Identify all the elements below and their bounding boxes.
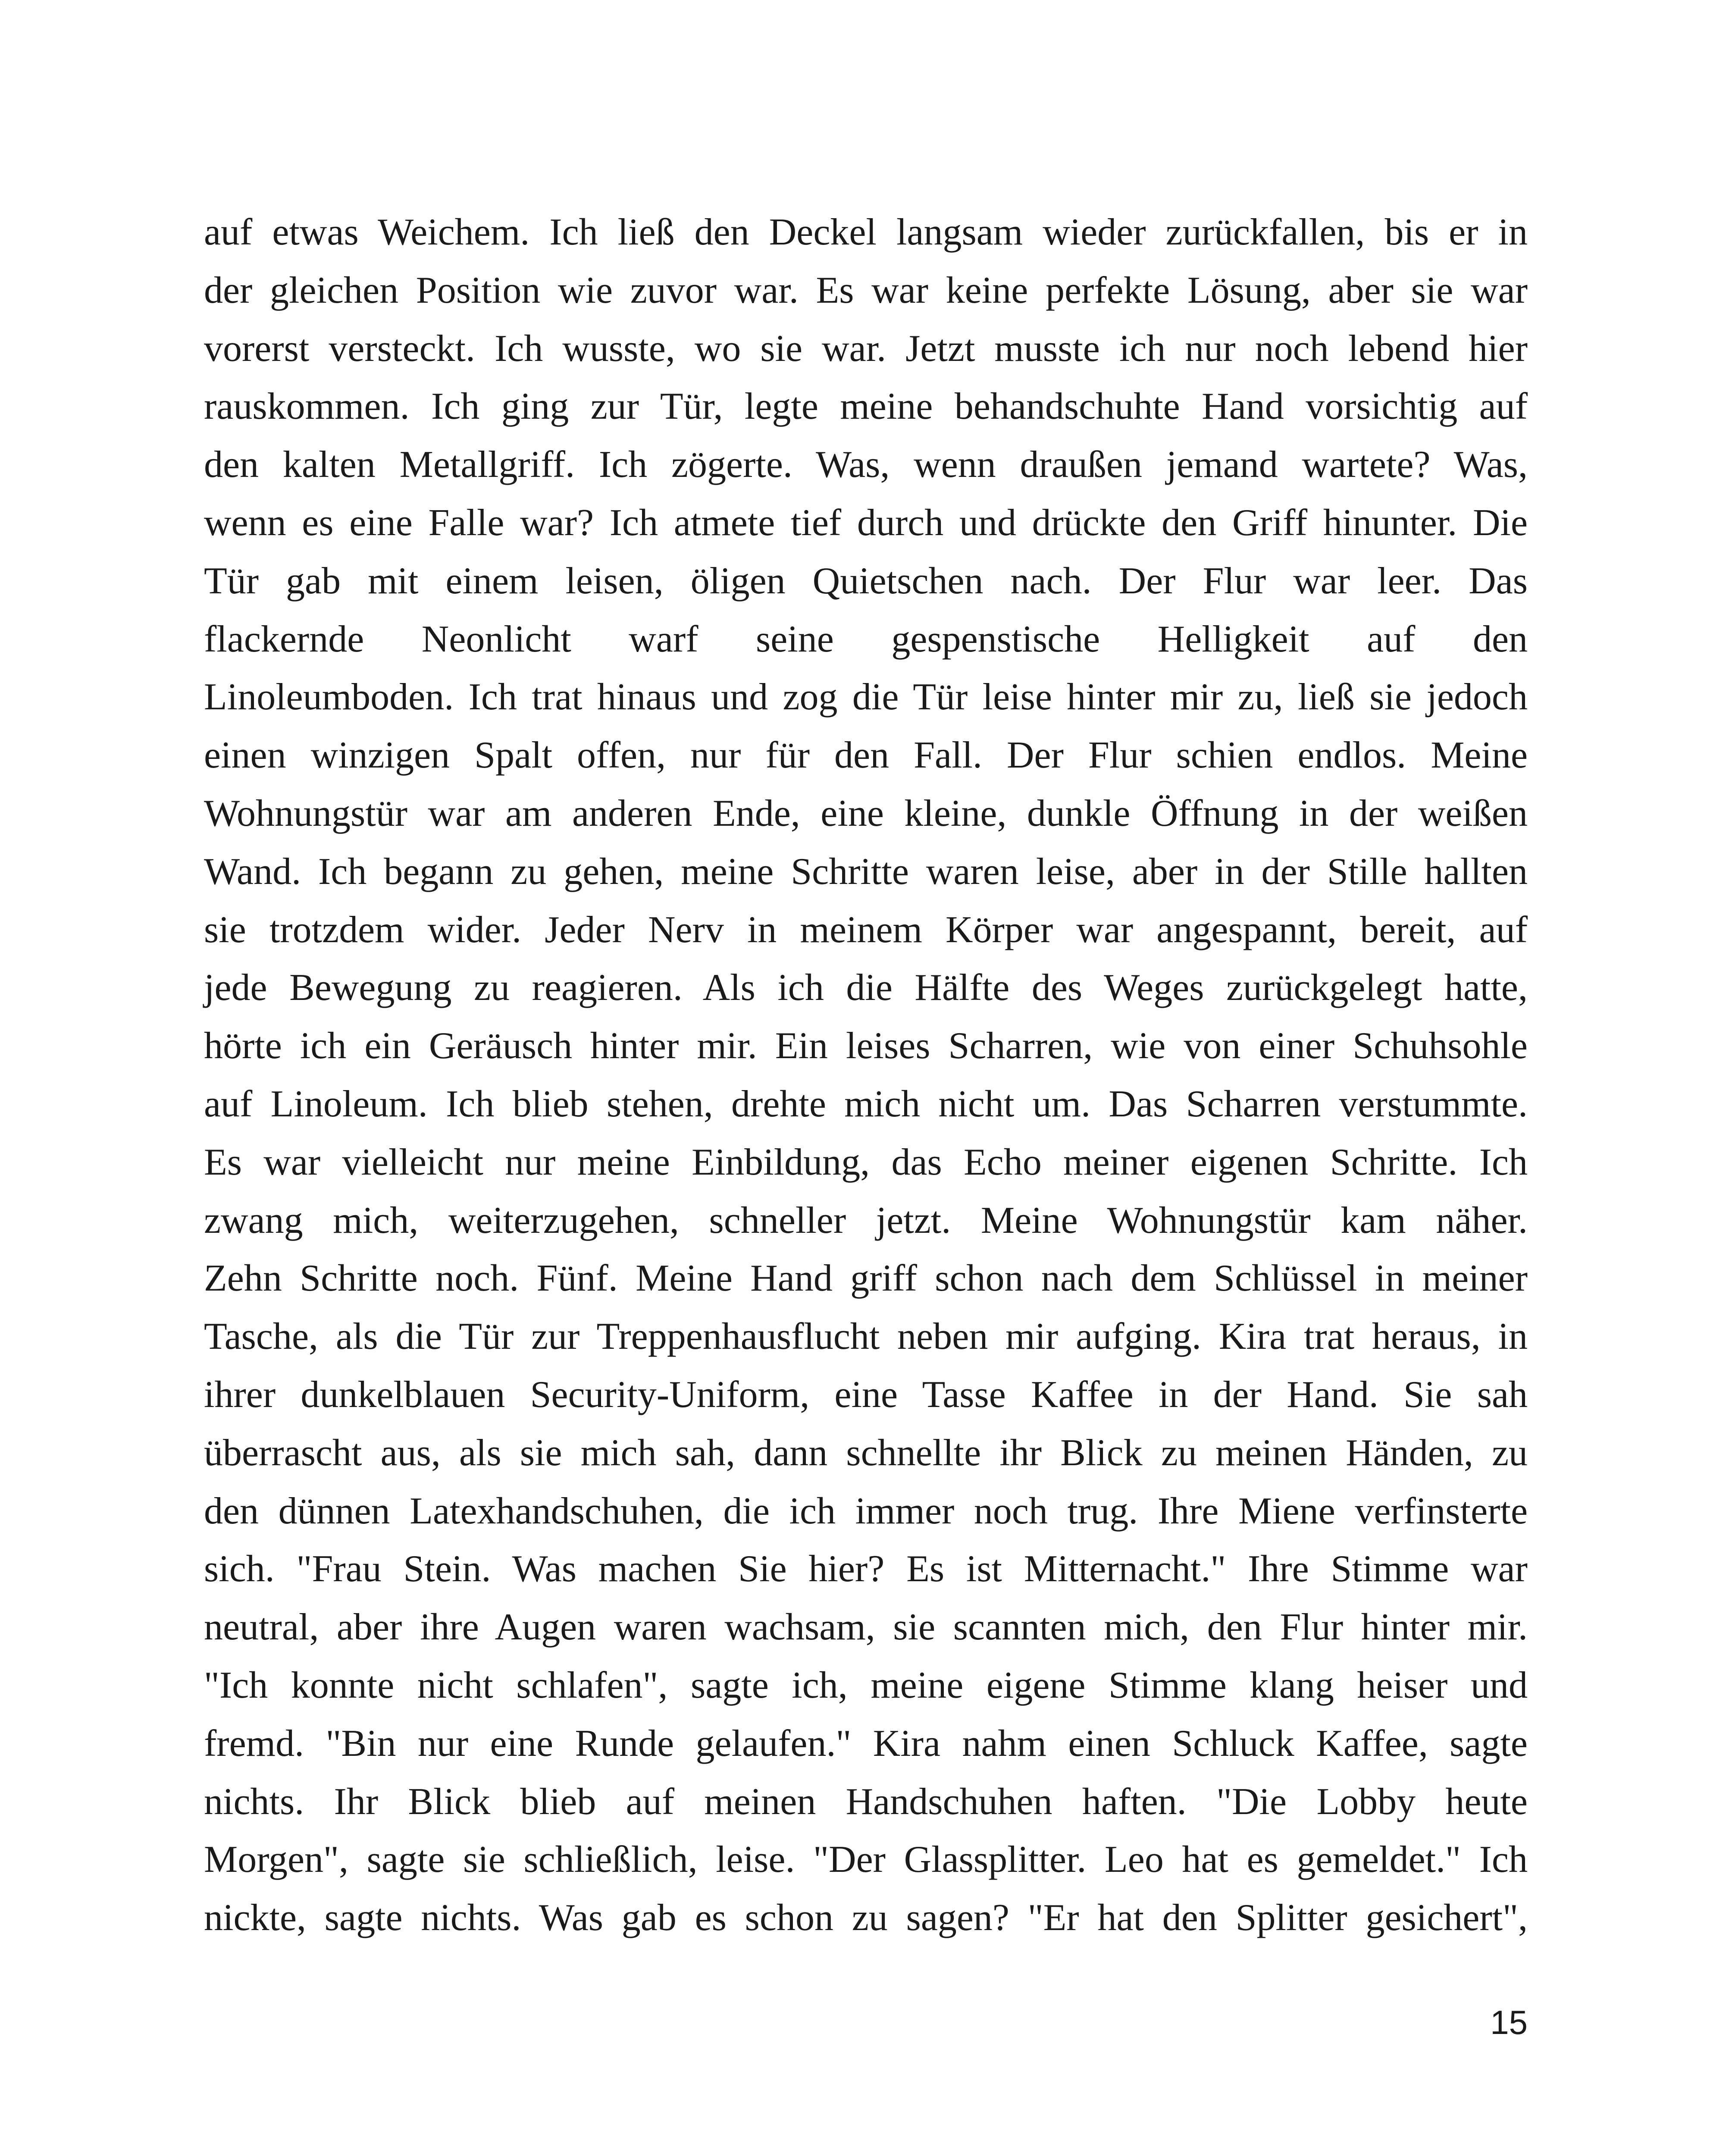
text-line: hörte ich ein Geräusch hinter mir. Ein leises Scharren, wie von einer Schuhsohle xyxy=(204,1025,1528,1067)
text-line: sie trotzdem wider. Jeder Nerv in meinem Körper war angespannt, bereit, auf xyxy=(204,909,1528,951)
text-line: zwang mich, weiterzugehen, schneller jetzt. Meine Wohnungstür kam näher. xyxy=(204,1199,1528,1241)
text-line: ihrer dunkelblauen Security-Uniform, eine Tasse Kaffee in der Hand. Sie sah xyxy=(204,1373,1528,1416)
text-line: den dünnen Latexhandschuhen, die ich immer noch trug. Ihre Miene verfinsterte xyxy=(204,1490,1528,1532)
text-line: Linoleumboden. Ich trat hinaus und zog die Tür leise hinter mir zu, ließ sie jedoch xyxy=(204,676,1528,718)
text-line: Tür gab mit einem leisen, öligen Quietschen nach. Der Flur war leer. Das xyxy=(204,560,1528,602)
body-text xyxy=(204,204,1528,1947)
page-number: 15 xyxy=(1490,2003,1528,2041)
text-line: "Ich konnte nicht schlafen", sagte ich, meine eigene Stimme klang heiser und xyxy=(204,1664,1528,1706)
text-line: wenn es eine Falle war? Ich atmete tief durch und drückte den Griff hinunter. Die xyxy=(204,501,1528,544)
text-line: den kalten Metallgriff. Ich zögerte. Was, wenn draußen jemand wartete? Was, xyxy=(204,444,1528,486)
text-line: überrascht aus, als sie mich sah, dann schnellte ihr Blick zu meinen Händen, zu xyxy=(204,1432,1528,1474)
text-line: jede Bewegung zu reagieren. Als ich die Hälfte des Weges zurückgelegt hatte, xyxy=(204,967,1528,1009)
text-line: auf etwas Weichem. Ich ließ den Deckel langsam wieder zurückfallen, bis er in xyxy=(204,211,1528,253)
text-line: fremd. "Bin nur eine Runde gelaufen." Kira nahm einen Schluck Kaffee, sagte xyxy=(204,1722,1528,1764)
text-line: einen winzigen Spalt offen, nur für den Fall. Der Flur schien endlos. Meine xyxy=(204,734,1528,777)
text-line: Es war vielleicht nur meine Einbildung, das Echo meiner eigenen Schritte. Ich xyxy=(204,1141,1528,1183)
text-line: nichts. Ihr Blick blieb auf meinen Handschuhen haften. "Die Lobby heute xyxy=(204,1780,1528,1823)
text-line: auf Linoleum. Ich blieb stehen, drehte mich nicht um. Das Scharren verstummte. xyxy=(204,1083,1528,1125)
text-line: der gleichen Position wie zuvor war. Es war keine perfekte Lösung, aber sie war xyxy=(204,269,1528,311)
text-line: Zehn Schritte noch. Fünf. Meine Hand griff schon nach dem Schlüssel in meiner xyxy=(204,1257,1528,1300)
text-line: rauskommen. Ich ging zur Tür, legte meine behandschuhte Hand vorsichtig auf xyxy=(204,385,1528,428)
text-line: flackernde Neonlicht warf seine gespenstische Helligkeit auf den xyxy=(204,618,1528,660)
text-line: neutral, aber ihre Augen waren wachsam, sie scannten mich, den Flur hinter mir. xyxy=(204,1606,1528,1648)
text-line: Wand. Ich begann zu gehen, meine Schritte waren leise, aber in der Stille hallten xyxy=(204,850,1528,893)
text-line: sich. "Frau Stein. Was machen Sie hier? Es ist Mitternacht." Ihre Stimme war xyxy=(204,1548,1528,1590)
text-line: vorerst versteckt. Ich wusste, wo sie war. Jetzt musste ich nur noch lebend hier xyxy=(204,327,1528,370)
text-line: Tasche, als die Tür zur Treppenhausflucht neben mir aufging. Kira trat heraus, in xyxy=(204,1316,1528,1358)
text-line: Wohnungstür war am anderen Ende, eine kleine, dunkle Öffnung in der weißen xyxy=(204,792,1528,834)
text-line: nickte, sagte nichts. Was gab es schon zu sagen? "Er hat den Splitter gesichert", xyxy=(204,1897,1528,1939)
text-line: Morgen", sagte sie schließlich, leise. "Der Glassplitter. Leo hat es gemeldet." Ich xyxy=(204,1839,1528,1881)
